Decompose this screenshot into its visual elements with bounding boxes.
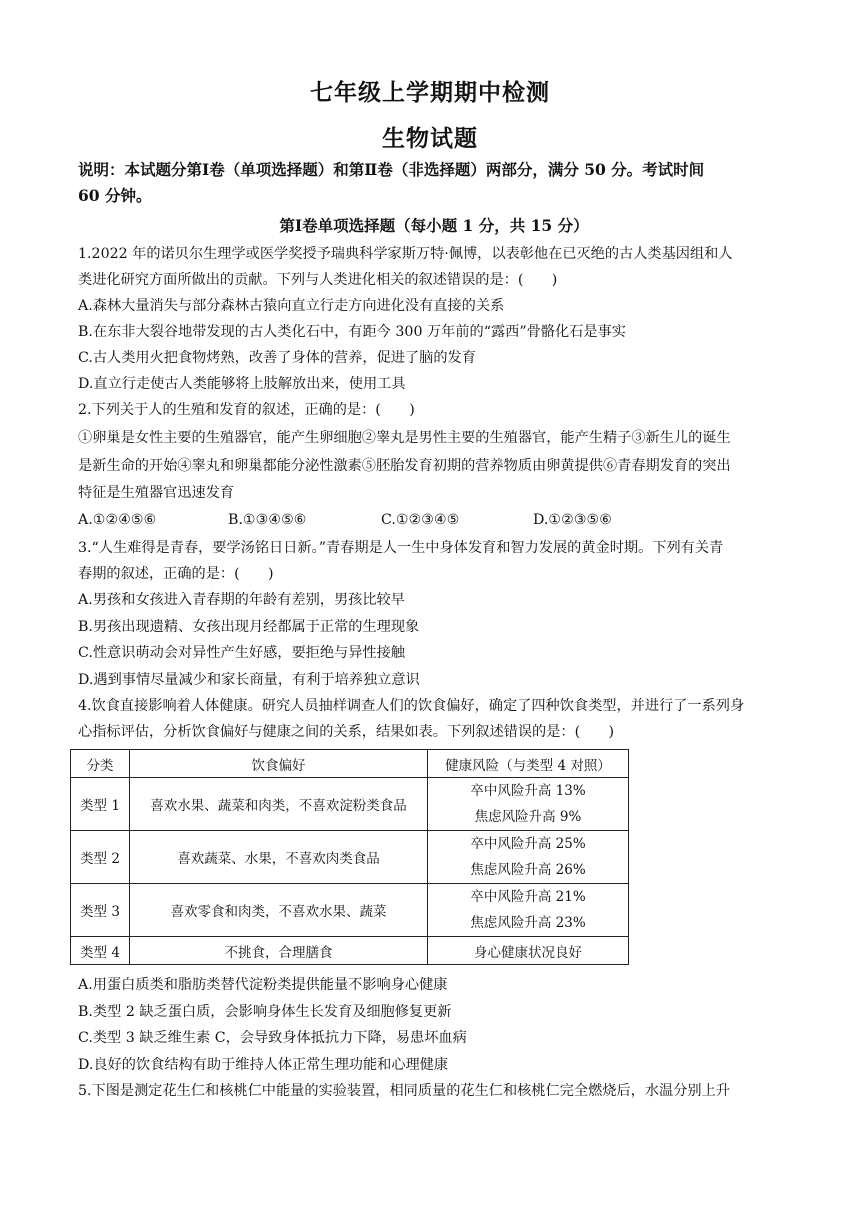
q3-option-c: C.性意识萌动会对异性产生好感，要拒绝与异性接触: [78, 645, 405, 661]
exam-subtitle: 生物试题: [382, 125, 478, 152]
q1-option-b: B.在东非大裂谷地带发现的古人类化石中，有距今 300 万年前的“露西”骨骼化石是事实: [78, 324, 626, 340]
exam-title: 七年级上学期期中检测: [310, 79, 550, 106]
table-row: [71, 831, 629, 884]
risk-anxiety: 焦虑风险升高 9%: [474, 809, 582, 825]
table-cell-type: 类型 3: [71, 884, 130, 937]
q1-stem-line-2: 类进化研究方面所做出的贡献。下列与人类进化相关的叙述错误的是：( ): [78, 272, 558, 288]
table-cell-type: 类型 4: [71, 937, 130, 965]
risk-stroke: 卒中风险升高 13%: [470, 783, 586, 799]
q4-stem-line-1: 4.饮食直接影响着人体健康。研究人员抽样调查人们的饮食偏好，确定了四种饮食类型，并进行了一系列身: [78, 698, 745, 714]
q4-option-b: B.类型 2 缺乏蛋白质，会影响身体生长发育及细胞修复更新: [78, 1004, 452, 1020]
q2-option-c: C.①②③④⑤: [381, 512, 460, 528]
q1-option-a: A.森林大量消失与部分森林古猿向直立行走方向进化没有直接的关系: [78, 298, 505, 314]
q3-option-d: D.遇到事情尽量减少和家长商量，有利于培养独立意识: [78, 672, 420, 688]
table-cell-risk: [428, 831, 629, 884]
table-cell-preference: 喜欢蔬菜、水果，不喜欢肉类食品: [130, 831, 428, 884]
q2-stem-line-4: 特征是生殖器官迅速发育: [78, 485, 235, 501]
risk-stroke: 卒中风险升高 25%: [470, 836, 586, 852]
q2-stem-line-3: 是新生命的开始④睾丸和卵巢都能分泌性激素⑤胚胎发育初期的营养物质由卵黄提供⑥青春期发育的突出: [78, 458, 731, 474]
table-row: [71, 778, 629, 831]
table-cell-preference: 不挑食，合理膳食: [130, 937, 428, 965]
table-header-preference: 饮食偏好: [130, 750, 428, 778]
q4-option-d: D.良好的饮食结构有助于维持人体正常生理功能和心理健康: [78, 1057, 449, 1073]
table-cell-type: 类型 2: [71, 831, 130, 884]
table-row: [71, 937, 629, 965]
q4-option-a: A.用蛋白质类和脂肪类替代淀粉类提供能量不影响身心健康: [78, 977, 448, 993]
risk-stroke: 卒中风险升高 21%: [470, 889, 586, 905]
table-cell-risk: 身心健康状况良好: [428, 937, 629, 965]
table-header-risk: 健康风险（与类型 4 对照）: [428, 750, 629, 778]
q2-stem-line-2: ①卵巢是女性主要的生殖器官，能产生卵细胞②睾丸是男性主要的生殖器官，能产生精子③新生儿的诞生: [78, 430, 731, 446]
table-cell-preference: 喜欢水果、蔬菜和肉类，不喜欢淀粉类食品: [130, 778, 428, 831]
instructions-line-2: 60 分钟。: [78, 186, 152, 205]
q1-stem-line-1: 1.2022 年的诺贝尔生理学或医学奖授予瑞典科学家斯万特·佩博，以表彰他在已灭绝的古人类基因组和人: [78, 246, 733, 262]
q1-option-d: D.直立行走使古人类能够将上肢解放出来，使用工具: [78, 376, 406, 392]
q3-stem-line-2: 春期的叙述，正确的是：( ): [78, 566, 274, 582]
q3-option-b: B.男孩出现遗精、女孩出现月经都属于正常的生理现象: [78, 619, 420, 635]
q4-option-c: C.类型 3 缺乏维生素 C，会导致身体抵抗力下降，易患坏血病: [78, 1030, 467, 1046]
q2-option-b: B.①③④⑤⑥: [228, 512, 307, 528]
q3-stem-line-1: 3.“人生难得是青春，要学汤铭日日新。”青春期是人一生中身体发育和智力发展的黄金时期。下列有关青: [78, 540, 724, 556]
table-header-category: 分类: [71, 750, 130, 778]
q3-option-a: A.男孩和女孩进入青春期的年龄有差别，男孩比较早: [78, 592, 405, 608]
q2-option-d: D.①②③⑤⑥: [533, 512, 612, 528]
table-row: [71, 884, 629, 937]
instructions-line-1: 说明：本试题分第Ⅰ卷（单项选择题）和第Ⅱ卷（非选择题）两部分，满分 50 分。考试时间: [78, 160, 705, 179]
section-heading: 第Ⅰ卷单项选择题（每小题 1 分，共 15 分）: [279, 216, 589, 235]
risk-anxiety: 焦虑风险升高 26%: [470, 862, 586, 878]
q4-stem-line-2: 心指标评估，分析饮食偏好与健康之间的关系，结果如表。下列叙述错误的是：( ): [78, 724, 615, 740]
q2-stem-line-1: 2.下列关于人的生殖和发育的叙述，正确的是：( ): [78, 402, 415, 418]
table-cell-risk: [428, 884, 629, 937]
q1-option-c: C.古人类用火把食物烤熟，改善了身体的营养，促进了脑的发育: [78, 350, 476, 366]
q5-stem-line-1: 5.下图是测定花生仁和核桃仁中能量的实验装置，相同质量的花生仁和核桃仁完全燃烧后，水温分别上升: [78, 1083, 730, 1099]
diet-health-table: [70, 749, 629, 965]
table-cell-risk: [428, 778, 629, 831]
q2-option-a: A.①②④⑤⑥: [78, 512, 157, 528]
table-cell-preference: 喜欢零食和肉类，不喜欢水果、蔬菜: [130, 884, 428, 937]
risk-anxiety: 焦虑风险升高 23%: [470, 915, 586, 931]
table-header-row: [71, 750, 629, 778]
table-cell-type: 类型 1: [71, 778, 130, 831]
